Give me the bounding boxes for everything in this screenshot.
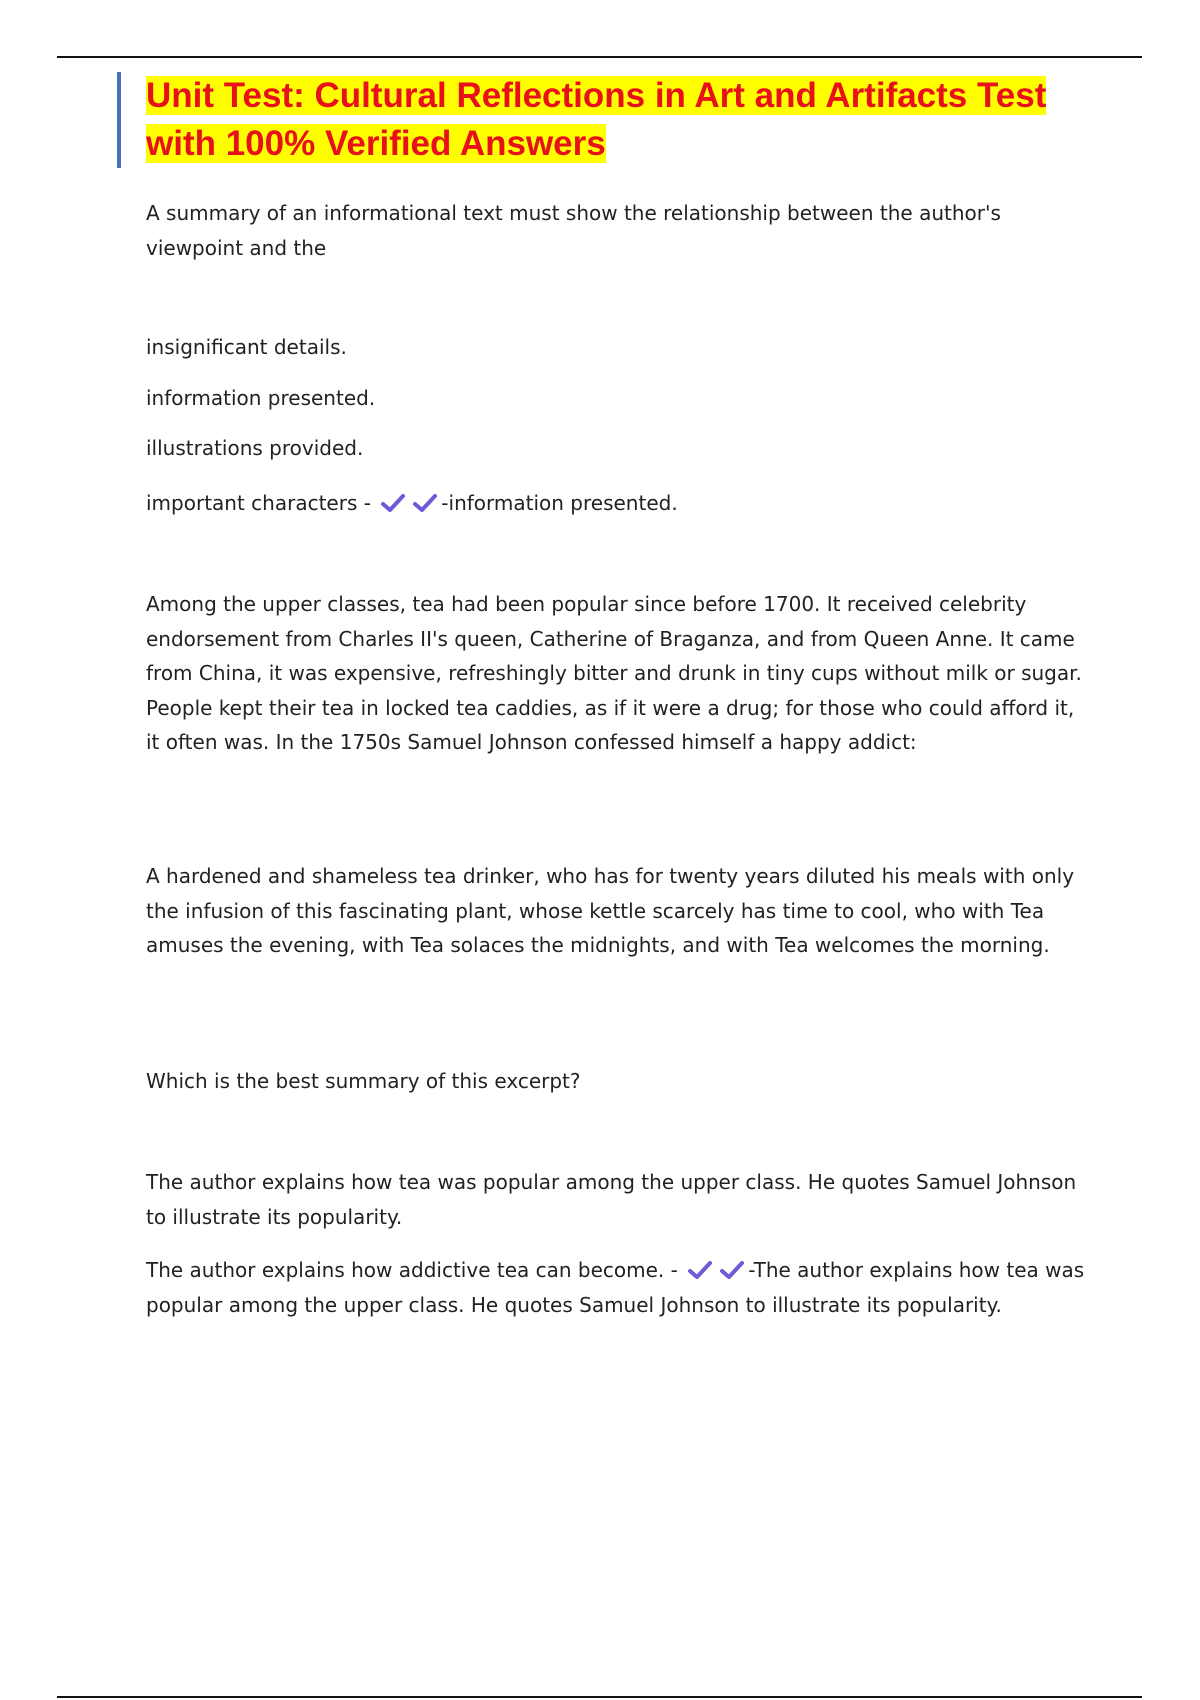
q2-prompt: Which is the best summary of this excerpt? <box>146 1069 581 1093</box>
q2-passage: Among the upper classes, tea had been popular since before 1700. It received celebrity endorsement from Charles II's queen, Catherine of Braganza, and from Queen Anne. It came from China, it was expensive, refreshingly bitter and drunk in tiny cups without milk or sugar. People kept their tea in locked tea caddies, as if it were a drug; for those who could afford it, it often was. In the 1750s Samuel Johnson confessed himself a happy addict: <box>146 592 1082 754</box>
q2-option-1-block <box>146 1165 1086 1234</box>
q1-answer-line <box>146 486 1086 521</box>
q1-answer-block <box>146 486 1086 521</box>
q1-prompt-block <box>146 196 1086 265</box>
q1-answer: -information presented. <box>441 491 678 515</box>
bottom-rule <box>57 1696 1142 1698</box>
q1-option-2: information presented. <box>146 386 376 410</box>
q1-option-2-block <box>146 381 1086 416</box>
checkmark-icon <box>380 492 406 514</box>
q2-option-2: The author explains how addictive tea can become. - <box>146 1258 678 1282</box>
q2-quote-block <box>146 859 1086 963</box>
q2-quote: A hardened and shameless tea drinker, who has for twenty years diluted his meals with only the infusion of this fascinating plant, whose kettle scarcely has time to cool, who with Tea amuses the evening, with Tea solaces the midnights, and with Tea welcomes the morning. <box>146 864 1075 957</box>
q1-option-3: illustrations provided. <box>146 436 364 460</box>
q2-option-1: The author explains how tea was popular among the upper class. He quotes Samuel Johnson to illustrate its popularity. <box>146 1170 1077 1229</box>
q2-answer: -The author explains how tea was popular among the upper class. He quotes Samuel Johnson to illustrate its popularity. <box>146 1258 1085 1317</box>
title-line-2: with 100% Verified Answers <box>146 124 606 163</box>
top-rule <box>57 56 1142 58</box>
title-block <box>117 72 1126 168</box>
q1-option-4: important characters - <box>146 491 371 515</box>
q1-option-1-block <box>146 330 1086 365</box>
checkmark-icon <box>687 1259 713 1281</box>
checkmark-icon <box>719 1259 745 1281</box>
checkmark-icon <box>412 492 438 514</box>
q2-answer-line <box>146 1253 1086 1322</box>
q1-option-3-block <box>146 431 1086 466</box>
page-title <box>146 72 1126 168</box>
title-line-1: Unit Test: Cultural Reflections in Art and Artifacts Test <box>146 76 1047 115</box>
q2-passage-block <box>146 587 1086 760</box>
q2-answer-block <box>146 1253 1086 1322</box>
q1-option-1: insignificant details. <box>146 335 347 359</box>
q1-prompt: A summary of an informational text must show the relationship between the author's viewpoint and the <box>146 201 1001 260</box>
q2-prompt-block <box>146 1064 1086 1099</box>
